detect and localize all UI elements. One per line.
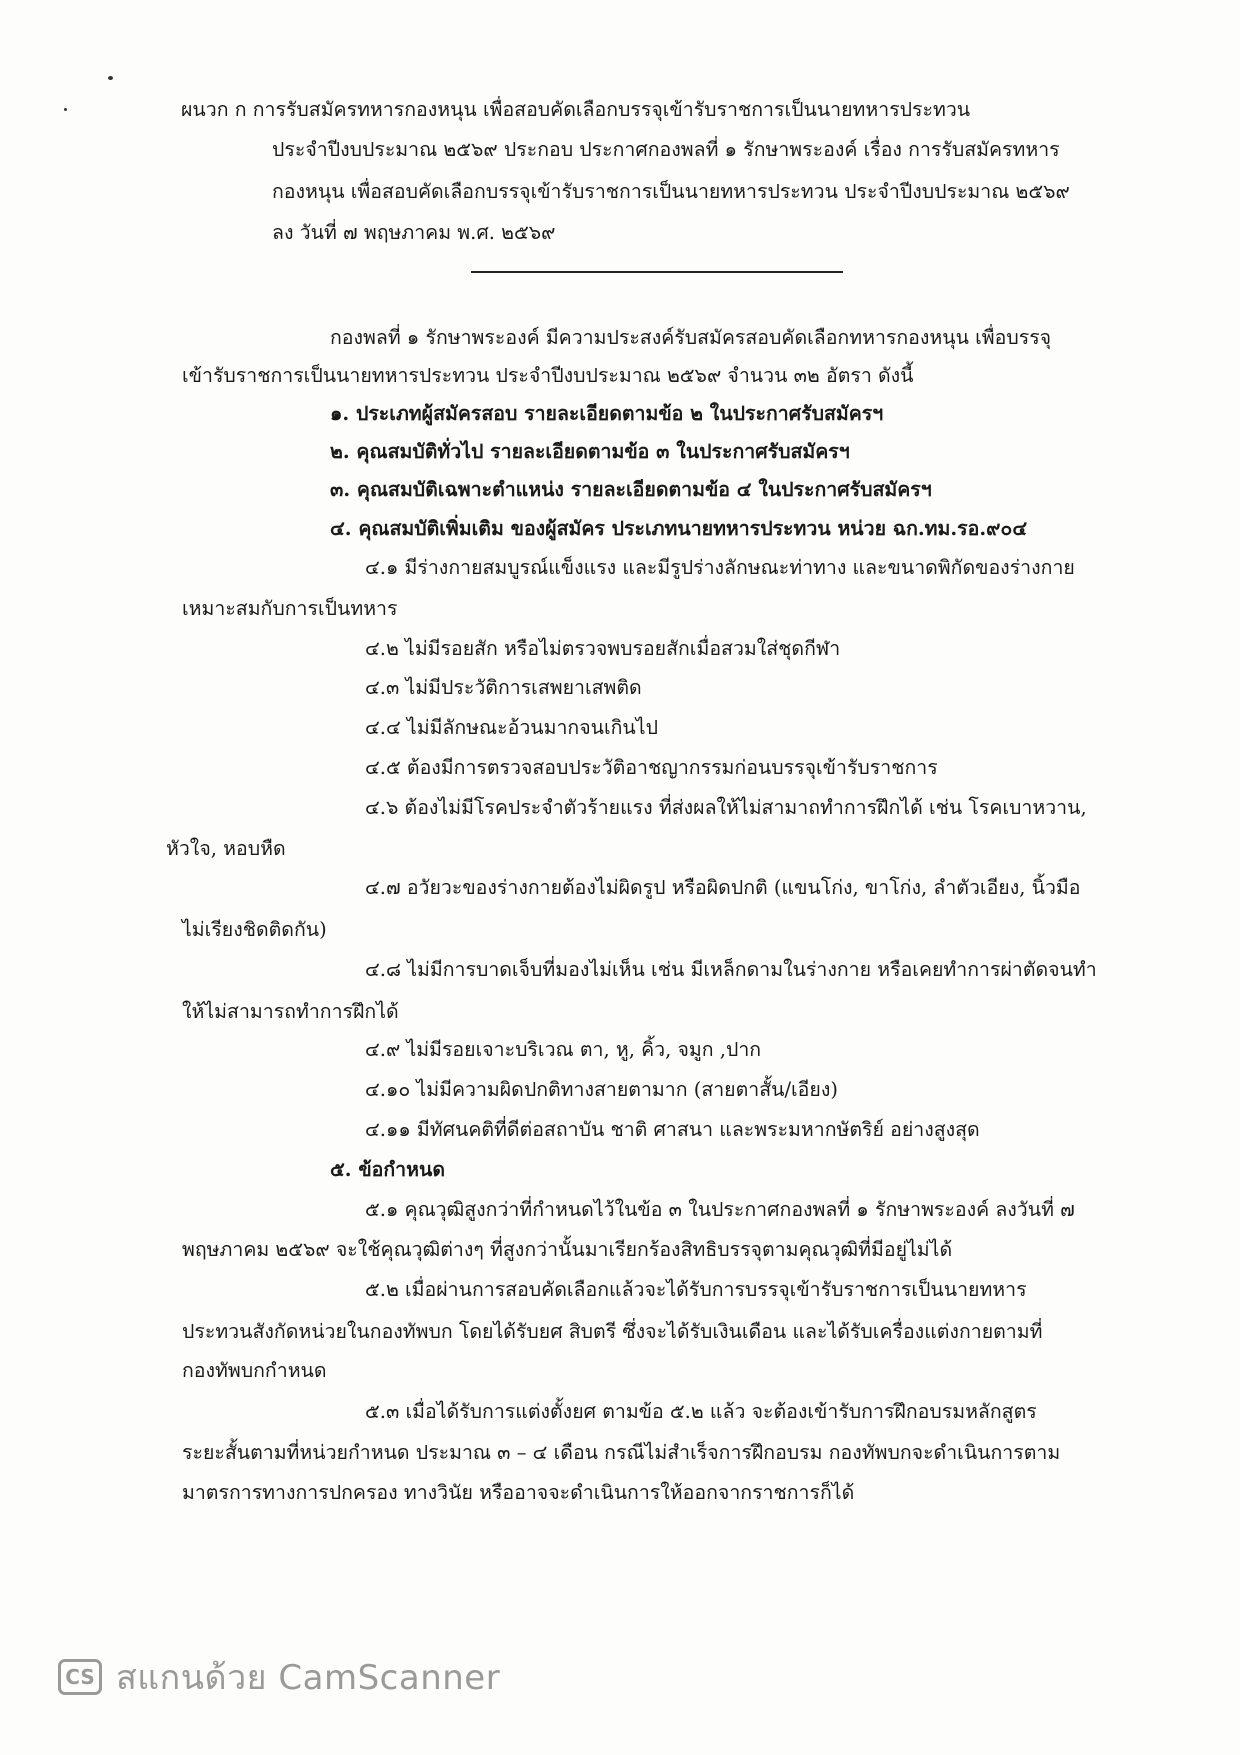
intro-line-1: กองพลที่ ๑ รักษาพระองค์ มีความประสงค์รับสมัครสอบคัดเลือกทหารกองหนุน เพื่อบรรจุ <box>330 326 1052 349</box>
item-4-6-line-1: ๔.๖ ต้องไม่มีโรคประจำตัวร้ายแรง ที่ส่งผลให้ไม่สามาถทำการฝึกได้ เช่น โรคเบาหวาน, <box>365 796 1087 819</box>
item-4-7-line-1: ๔.๗ อวัยวะของร่างกายต้องไม่ผิดรูป หรือผิดปกติ (แขนโก่ง, ขาโก่ง, ลำตัวเอียง, นิ้วมือ <box>365 876 1081 899</box>
item-4-10: ๔.๑๐ ไม่มีความผิดปกติทางสายตามาก (สายตาสั้น/เอียง) <box>365 1078 838 1101</box>
item-4-3: ๔.๓ ไม่มีประวัติการเสพยาเสพติด <box>365 676 642 699</box>
item-4-5: ๔.๕ ต้องมีการตรวจสอบประวัติอาชญากรรมก่อนบรรจุเข้ารับราชการ <box>365 756 938 779</box>
camscanner-watermark <box>58 1650 500 1704</box>
item-4-1-line-1: ๔.๑ มีร่างกายสมบูรณ์แข็งแรง และมีรูปร่างลักษณะท่าทาง และขนาดพิกัดของร่างกาย <box>365 556 1075 579</box>
heading-line-4: ลง วันที่ ๗ พฤษภาคม พ.ศ. ๒๕๖๙ <box>272 221 556 244</box>
item-5-2-line-1: ๕.๒ เมื่อผ่านการสอบคัดเลือกแล้วจะได้รับการบรรจุเข้ารับราชการเป็นนายทหาร <box>365 1278 1027 1301</box>
heading-line-1: ผนวก ก การรับสมัครทหารกองหนุน เพื่อสอบคัดเลือกบรรจุเข้ารับราชการเป็นนายทหารประทวน <box>181 98 971 121</box>
camscanner-logo-icon: CS <box>58 1659 102 1695</box>
item-4-2: ๔.๒ ไม่มีรอยสัก หรือไม่ตรวจพบรอยสักเมื่อสวมใส่ชุดกีฬา <box>365 637 841 660</box>
item-4-1-line-2: เหมาะสมกับการเป็นทหาร <box>182 597 398 620</box>
item-5-3-line-3: มาตรการทางการปกครอง ทางวินัย หรืออาจจะดำเนินการให้ออกจากราชการก็ได้ <box>182 1481 855 1504</box>
item-4-8-line-2: ให้ไม่สามารถทำการฝึกได้ <box>182 1000 399 1023</box>
item-4-9: ๔.๙ ไม่มีรอยเจาะบริเวณ ตา, หู, คิ้ว, จมูก ,ปาก <box>365 1038 762 1061</box>
item-4-6-line-2: หัวใจ, หอบหืด <box>166 837 286 860</box>
item-3: ๓. คุณสมบัติเฉพาะตำแหน่ง รายละเอียดตามข้อ ๔ ในประกาศรับสมัครฯ <box>330 478 932 501</box>
item-1: ๑. ประเภทผู้สมัครสอบ รายละเอียดตามข้อ ๒ ในประกาศรับสมัครฯ <box>330 402 884 425</box>
watermark-text: สแกนด้วย CamScanner <box>116 1658 501 1698</box>
heading-line-3: กองหนุน เพื่อสอบคัดเลือกบรรจุเข้ารับราชการเป็นนายทหารประทวน ประจำปีงบประมาณ ๒๕๖๙ <box>272 180 1070 203</box>
item-4-7-line-2: ไม่เรียงชิดติดกัน) <box>182 918 327 941</box>
item-4-4: ๔.๔ ไม่มีลักษณะอ้วนมากจนเกินไป <box>365 716 658 739</box>
item-5-2-line-3: กองทัพบกกำหนด <box>182 1359 327 1382</box>
item-4-8-line-1: ๔.๘ ไม่มีการบาดเจ็บที่มองไม่เห็น เช่น มีเหล็กดามในร่างกาย หรือเคยทำการผ่าตัดจนทำ <box>365 958 1097 981</box>
item-5-3-line-1: ๕.๓ เมื่อได้รับการแต่งตั้งยศ ตามข้อ ๕.๒ แล้ว จะต้องเข้ารับการฝึกอบรมหลักสูตร <box>365 1400 1037 1423</box>
item-5-2-line-2: ประทวนสังกัดหน่วยในกองทัพบก โดยได้รับยศ สิบตรี ซึ่งจะได้รับเงินเดือน และได้รับเครื่องแต่งกายตามที่ <box>182 1320 1043 1343</box>
heading-line-2: ประจำปีงบประมาณ ๒๕๖๙ ประกอบ ประกาศกองพลที่ ๑ รักษาพระองค์ เรื่อง การรับสมัครทหาร <box>272 138 1060 161</box>
intro-line-2: เข้ารับราชการเป็นนายทหารประทวน ประจำปีงบประมาณ ๒๕๖๙ จำนวน ๓๒ อัตรา ดังนี้ <box>182 364 914 387</box>
item-5-1-line-2: พฤษภาคม ๒๕๖๙ จะใช้คุณวุฒิต่างๆ ที่สูงกว่านั้นมาเรียกร้องสิทธิบรรจุตามคุณวุฒิที่มีอยู่ไม่ได้ <box>182 1238 953 1261</box>
item-4: ๔. คุณสมบัติเพิ่มเติม ของผู้สมัคร ประเภทนายทหารประทวน หน่วย ฉก.ทม.รอ.๙๐๔ <box>330 517 1028 540</box>
item-5-3-line-2: ระยะสั้นตามที่หน่วยกำหนด ประมาณ ๓ – ๔ เดือน กรณีไม่สำเร็จการฝึกอบรม กองทัพบกจะดำเนินการตาม <box>182 1441 1061 1464</box>
item-2: ๒. คุณสมบัติทั่วไป รายละเอียดตามข้อ ๓ ในประกาศรับสมัครฯ <box>330 440 850 463</box>
scan-speck <box>108 76 113 80</box>
item-5: ๕. ข้อกำหนด <box>330 1158 445 1181</box>
item-4-11: ๔.๑๑ มีทัศนคติที่ดีต่อสถาบัน ชาติ ศาสนา และพระมหากษัตริย์ อย่างสูงสุด <box>365 1118 980 1141</box>
scan-speck <box>64 108 67 111</box>
item-5-1-line-1: ๕.๑ คุณวุฒิสูงกว่าที่กำหนดไว้ในข้อ ๓ ในประกาศกองพลที่ ๑ รักษาพระองค์ ลงวันที่ ๗ <box>365 1198 1075 1221</box>
heading-divider <box>471 271 843 273</box>
